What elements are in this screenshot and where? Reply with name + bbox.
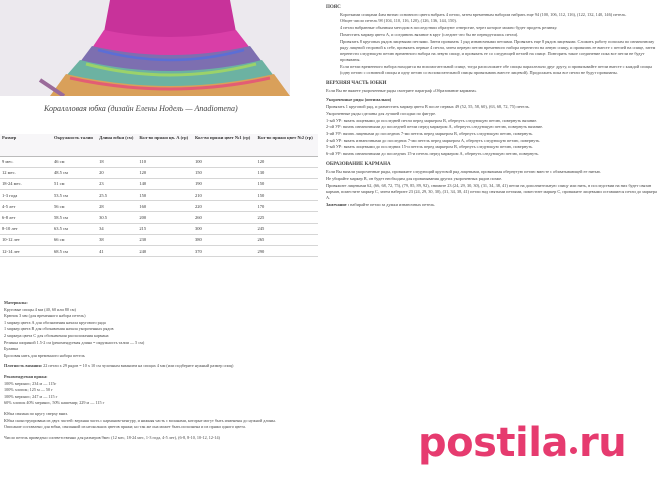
table-row — [0, 212, 318, 223]
table-cell: 68.5 см — [52, 246, 97, 257]
table-row — [0, 234, 318, 245]
yarn-line: 60% хлопок 40% меринос, 50% кашемир; 229 м — 115 г — [4, 400, 105, 406]
table-cell: 23 — [97, 178, 137, 189]
materials-title: Материалы: — [4, 300, 28, 305]
note-line: Описание составлено для юбки, связанной из нескольких цветов пряжи; но так же она может быть исполнена и из пряжи одного цвета. — [4, 424, 246, 430]
table-cell: 12 мес. — [0, 167, 52, 178]
table-cell: 220 — [193, 201, 256, 212]
left-column — [0, 0, 318, 495]
table-cell: 18-24 мес. — [0, 178, 52, 189]
paragraph: 4-ый УР: вязать изнаночными до последних 7-ми петель перед маркером А, обернуть следующую петлю, повернуть. — [326, 137, 541, 143]
table-row — [0, 178, 318, 189]
table-cell: 58.5 см — [52, 212, 97, 223]
table-cell: 150 — [255, 178, 318, 189]
table-cell: 1-3 года — [0, 190, 52, 201]
note-label: Замечание : — [326, 201, 350, 207]
header-cell: Длина юбки (см) — [97, 134, 137, 156]
table-header-row — [0, 134, 318, 156]
table-cell: 25.5 — [97, 190, 137, 201]
yarn-title: Рекомендуемая пряжа: — [4, 373, 48, 379]
gauge-paragraph — [4, 363, 310, 369]
yarn-line: 100% меринос; 247 м — 115 г — [4, 393, 58, 399]
table-row — [0, 190, 318, 201]
table-cell: 9 мес. — [0, 156, 52, 167]
paragraph: Поместить маркер цвета А, и соединить вязание в круг (следите что бы не перекрутились петли). — [340, 31, 519, 37]
watermark-left: postila — [418, 420, 568, 466]
table-cell: 51 см — [52, 178, 97, 189]
table-cell: 66 см — [52, 234, 97, 245]
header-cell: Кол-во пряжи цвет №1 (гр) — [193, 134, 256, 156]
table-cell: 140 — [137, 178, 193, 189]
paragraph: 4 петли набранные обычным методом в последствии образуют отверстие, через которое можно будет продеть резинку. — [340, 25, 558, 31]
table-cell: 34 — [97, 223, 137, 234]
header-cell: Окружность талии — [52, 134, 97, 156]
gauge-label: Плотность вязания: — [4, 363, 43, 369]
short-rows-title: Укороченные ряды (оптимально) — [326, 97, 392, 103]
table-cell: 150 — [255, 190, 318, 201]
materials-section — [4, 300, 310, 441]
table-row — [0, 156, 318, 167]
materials-line: Круговые спицы 4 мм (40, 60 или 80 см) — [4, 306, 76, 312]
table-cell: 240 — [137, 246, 193, 257]
table-cell: 170 — [255, 201, 318, 212]
figure-caption: Кораллловая юбка (дизайн Елены Нодель — Anadiomena) — [44, 104, 238, 113]
paragraph: Не убирайте маркер В, он будет необходим для провязывания других укороченных рядов позже. — [326, 175, 503, 181]
table-cell: 4-5 лет — [0, 201, 52, 212]
size-table — [0, 134, 318, 257]
paragraph: Провязать 8 круговых рядов лицевыми петлями. Затем провязать 1 ряд изнаночными петлями. Провязать еще 8 рядов лицевыми. Сложить работу пополам по изнаночному ряду лицевой стороной к себе, провязать первые 4 петли, затем первую петлю временного набора перенести на левую спицу, и провязать ее вместе с петлей на спице, затем перенести следующую петлю временного набора на левую спицу, и провязать ее со следующей петлей на спице. Повторить такое соединение пока все петли не будут провязаны. — [340, 38, 656, 63]
upper-part-title: ВЕРХНЯЯ ЧАСТЬ ЮБКИ — [326, 81, 387, 87]
table-cell: 56 см — [52, 201, 97, 212]
note-line: Юбка связана по кругу сверху вниз. — [4, 410, 69, 416]
materials-line: 2 маркера цвета С для обозначения расположения кармана — [4, 332, 109, 338]
table-cell: 260 — [193, 212, 256, 223]
table-cell: 30.5 — [97, 212, 137, 223]
table-cell: 18 — [97, 156, 137, 167]
paragraph: Укороченные ряды сделаны для лучшей посадки по фигуре. — [326, 110, 437, 116]
table-cell: 6-8 лет — [0, 212, 52, 223]
materials-line: Крючок 3 мм (для временного набора петель) — [4, 313, 86, 319]
paragraph: Если петли временного набора находятся на вспомогательной спице, тогда расположите обе спицы параллельно друг другу, и провязывайте петли вместе с каждой спицы (одну петлю с основной спицы и одну петлю со вспомогательной спицы провязывать вместе лицевой). Продолжать пока все петли не будут провязаны. — [340, 64, 652, 76]
watermark-right: ru — [578, 420, 627, 466]
table-cell: 200 — [137, 212, 193, 223]
table-cell: 225 — [255, 212, 318, 223]
table-cell: 100 — [193, 156, 256, 167]
table-cell: 38 — [97, 234, 137, 245]
note-text: набирайте петли за дужки изнаночных петель. — [350, 201, 436, 207]
table-cell: 150 — [137, 190, 193, 201]
table-cell: 160 — [137, 201, 193, 212]
table-cell: 10-12 лет — [0, 234, 52, 245]
paragraph: 5-ый УР: вязать лицевыми до последних 15-и петель перед маркером В, обернуть следующую петлю, повернуть. — [326, 144, 534, 150]
skirt-photo — [0, 0, 290, 96]
paragraph: Если Вы не вяжете укороченные ряды смотрите параграф «Образование кармана» — [326, 88, 477, 94]
table-cell: 290 — [255, 246, 318, 257]
table-cell: 8-10 лет — [0, 223, 52, 234]
table-row — [0, 167, 318, 178]
paragraph: 3-ий УР: вязать лицевыми до последних 7-ми петель перед маркером В, обернуть следующую петлю, повернуть. — [326, 131, 534, 136]
table-cell: 130 — [255, 167, 318, 178]
note-paragraph — [326, 202, 660, 208]
table-cell: 245 — [255, 223, 318, 234]
materials-line: Резинка шириной 1.5-2 см (рекомендуемая длина = окружность талии — 5 см) — [4, 339, 145, 345]
table-row — [0, 223, 318, 234]
gauge-text: 22 петли x 29 рядов = 10 x 10 см чулочным вязанием на спицах 4 мм (или подберите нужный размер спиц) — [43, 363, 234, 369]
pocket-title: ОБРАЗОВАНИЕ КАРМАНА — [326, 162, 391, 168]
table-cell: 300 — [193, 223, 256, 234]
table-cell: 41 — [97, 246, 137, 257]
table-cell: 110 — [137, 156, 193, 167]
note-line: Число петель приведено соответственно для размеров 9мес (12 мес, 18-24 мес, 1-3 года, 4-5 лет), (6-8, 8-10, 10-12, 12-14) — [4, 434, 220, 440]
postila-watermark[interactable] — [418, 420, 626, 466]
table-cell: 210 — [193, 190, 256, 201]
table-cell: 120 — [255, 156, 318, 167]
materials-line: Булавка — [4, 346, 18, 352]
paragraph: Общее число петель 98 (104, 110, 116, 120), (126, 136, 144, 150). — [340, 18, 457, 24]
table-cell: 265 — [255, 234, 318, 245]
table-cell: 28 — [97, 201, 137, 212]
header-cell: Кол-во пряжи цв. А (гр) — [137, 134, 193, 156]
yarn-line: 100% хлопок; 125 м — 50 г — [4, 387, 53, 393]
table-cell: 120 — [137, 167, 193, 178]
yarn-line: 100% меринос; 234 м — 115г — [4, 380, 57, 386]
materials-line: Бросовая нить для временного набора петель — [4, 352, 85, 358]
materials-line: 1 маркер цвета В для обозначения начала укороченных рядов — [4, 326, 114, 332]
table-cell: 53.5 см — [52, 190, 97, 201]
note-line: Юбка сконструирована из двух частей: верхняя часть с карманом-кенгуру, и нижняя часть с воланами, которые могут быть изменены до нужной длины. — [4, 417, 276, 423]
table-cell: 370 — [193, 246, 256, 257]
table-cell: 230 — [137, 234, 193, 245]
table-row — [0, 246, 318, 257]
paragraph: Короткими спицами 4мм нитью основного цвета набрать 4 петли, затем временным набором набрать еще 94 (100, 106, 112, 116), (122, 132, 140, 146) петель. — [340, 11, 627, 17]
table-cell: 63.5 см — [52, 223, 97, 234]
table-cell: 150 — [193, 167, 256, 178]
paragraph: 6-ой УР: вязать изнаночными до последних 15-и петель перед маркером А, обернуть следующую петлю, повернуть. — [326, 151, 540, 157]
table-cell: 215 — [137, 223, 193, 234]
instructions — [326, 4, 660, 208]
table-row — [0, 201, 318, 212]
table-cell: 190 — [193, 178, 256, 189]
table-cell: 380 — [193, 234, 256, 245]
paragraph: 1-ый УР: вязать лицевыми до последней петли перед маркером В, обернуть следующую петлю, повернуть вязание. — [326, 117, 538, 123]
header-cell: Кол-во пряжи цвет №2 (гр) — [255, 134, 318, 156]
table-cell: 46 см — [52, 156, 97, 167]
table-cell: 12-14 лет — [0, 246, 52, 257]
belt-title: ПОЯС — [326, 5, 341, 10]
header-cell: Размер — [0, 134, 52, 156]
paragraph: 2-ой УР: вязать изнаночными до последней петли перед маркером А, обернуть следующую петлю, повернуть вязание. — [326, 124, 544, 130]
watermark-dot-icon — [570, 447, 577, 454]
table-cell: 48.5 см — [52, 167, 97, 178]
paragraph: Если Вы вязали укороченные ряды, провяжите следующий круговой ряд лицевыми, провязывая обернутую петлю вместе с обхватывающей ее нитью. — [326, 169, 602, 175]
materials-line: 1 маркер цвета А для обозначения начала кругового ряда — [4, 319, 106, 325]
paragraph: Провязать 1 круговой ряд, и разместить маркер цвета В после первых 49 (52, 55, 58, 60), (63, 68, 72, 75) петель. — [326, 104, 530, 110]
table-cell: 20 — [97, 167, 137, 178]
paragraph: Провяжите лицевыми 62, (66, 68, 72, 75), (79, 85, 89, 92), снимите 23 (24, 29, 30, 30), (31, 34, 38, 41) петли на дополнительную спицу или нить, в последствии на них будет связан карман, поместите маркер С, затем наберите 23 (24, 29, 30, 30), (31, 34, 38, 41) петли над снятыми петлями, поместите маркер С, провяжите лицевыми оставшиеся петли до маркера А. — [326, 182, 657, 200]
